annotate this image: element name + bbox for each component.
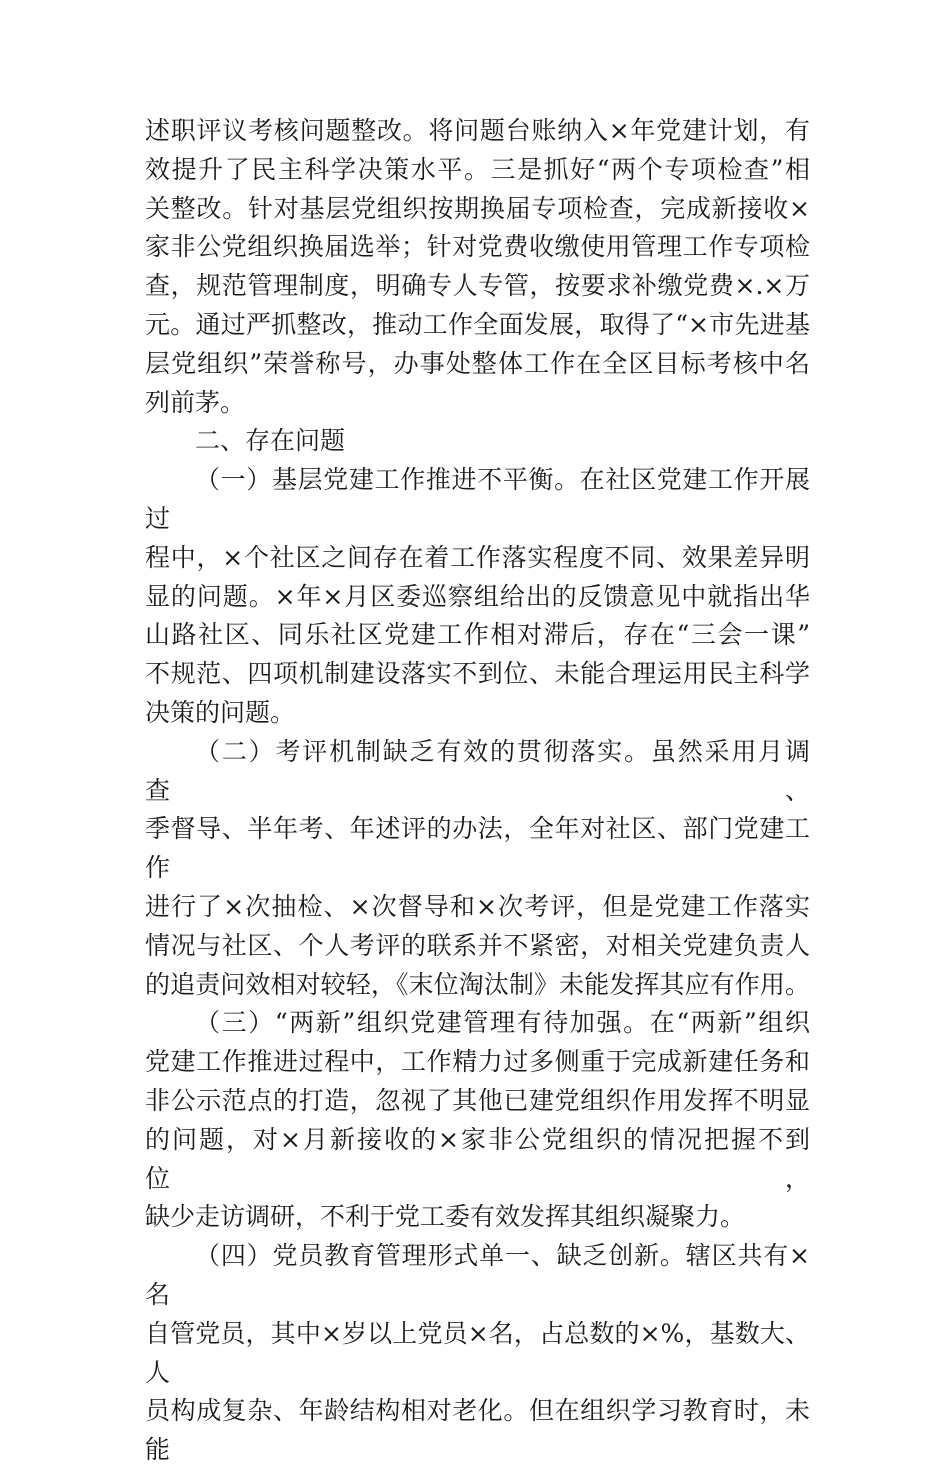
text-line: 元。通过严抓整改，推动工作全面发展，取得了“×市先进基 (145, 309, 810, 339)
text-line: 非公示范点的打造，忽视了其他已建党组织作用发挥不明显 (145, 1085, 810, 1115)
text-line: 员构成复杂、年龄结构相对老化。但在组织学习教育时，未能 (145, 1396, 810, 1465)
text-line: 自管党员，其中×岁以上党员×名，占总数的×%，基数大、人 (145, 1318, 810, 1387)
text-line: 党建工作推进过程中，工作精力过多侧重于完成新建任务和 (145, 1047, 810, 1077)
text-line: （一）基层党建工作推进不平衡。在社区党建工作开展过 (145, 465, 810, 533)
paragraph (145, 112, 810, 422)
text-line: 述职评议考核问题整改。将问题台账纳入×年党建计划，有 (145, 116, 810, 145)
paragraph (145, 1237, 810, 1470)
text-line: 列前茅。 (145, 387, 246, 417)
paragraph (145, 461, 810, 733)
text-line: 显的问题。×年×月区委巡察组给出的反馈意见中就指出华 (145, 581, 810, 611)
text-line: 决策的问题。 (145, 697, 296, 727)
text-line: 进行了×次抽检、×次督导和×次考评，但是党建工作落实 (145, 891, 810, 921)
text-line: 效提升了民主科学决策水平。三是抓好“两个专项检查”相 (145, 154, 810, 184)
text-line: 季督导、半年考、年述评的办法，全年对社区、部门党建工作 (145, 814, 810, 883)
text-line: 关整改。针对基层党组织按期换届专项检查，完成新接收× (145, 193, 810, 223)
text-line: 情况与社区、个人考评的联系并不紧密，对相关党建负责人 (145, 930, 810, 960)
text-line: （二）考评机制缺乏有效的贯彻落实。虽然采用月调查、 (145, 736, 810, 805)
text-line: 缺少走访调研，不利于党工委有效发挥其组织凝聚力。 (145, 1202, 746, 1232)
text-line: 家非公党组织换届选举；针对党费收缴使用管理工作专项检 (145, 232, 810, 262)
section-heading (145, 422, 810, 461)
paragraph (145, 1004, 810, 1237)
text-line: （三）“两新”组织党建管理有待加强。在“两新”组织 (195, 1008, 810, 1038)
text-line: 查，规范管理制度，明确专人专管，按要求补缴党费×.×万 (145, 271, 810, 301)
text-line: 层党组织”荣誉称号，办事处整体工作在全区目标考核中名 (145, 348, 810, 378)
text-line: 的追责问效相对较轻，《末位淘汰制》未能发挥其应有作用。 (145, 969, 810, 999)
text-line: （四）党员教育管理形式单一、缺乏创新。辖区共有×名 (145, 1241, 810, 1309)
text-line: 二、存在问题 (195, 426, 346, 456)
text-line: 程中，×个社区之间存在着工作落实程度不同、效果差异明 (145, 542, 810, 572)
text-line: 的问题，对×月新接收的×家非公党组织的情况把握不到位， (145, 1124, 810, 1193)
document-body (145, 112, 810, 1470)
text-line: 不规范、四项机制建设落实不到位、未能合理运用民主科学 (145, 659, 810, 689)
paragraph (145, 733, 810, 1005)
text-line: 山路社区、同乐社区党建工作相对滞后，存在“三会一课” (145, 620, 810, 650)
